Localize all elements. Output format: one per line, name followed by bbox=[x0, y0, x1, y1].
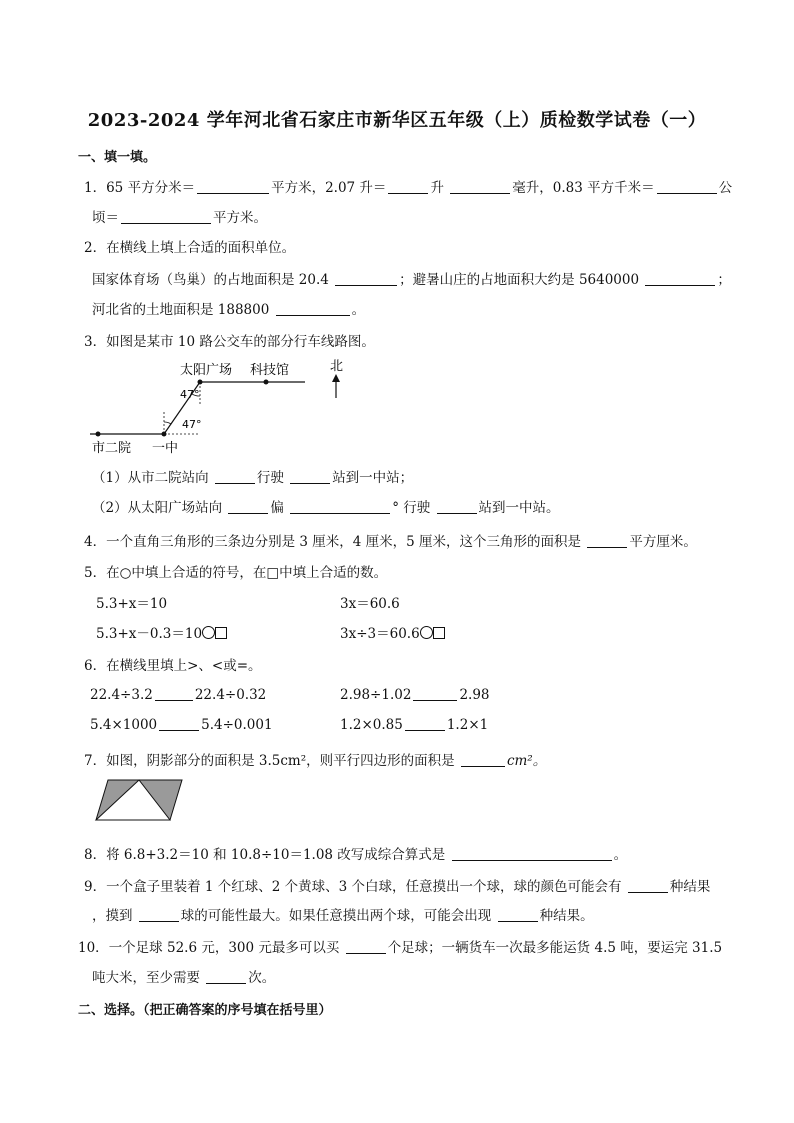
answer-blank[interactable] bbox=[657, 179, 717, 194]
question-7-line bbox=[84, 749, 546, 769]
question-1-line-1 bbox=[84, 176, 732, 196]
q2-text-e: 。 bbox=[351, 302, 366, 318]
question-number: 10． bbox=[78, 940, 109, 956]
question-3-sub-1 bbox=[92, 466, 413, 486]
number-square-blank[interactable] bbox=[433, 627, 445, 639]
q2-text-d: 河北省的土地面积是 188800 bbox=[92, 302, 270, 318]
q6-compare-4 bbox=[340, 716, 488, 733]
q6-2a: 2.98÷1.02 bbox=[340, 687, 412, 703]
question-number: 9． bbox=[84, 879, 107, 895]
q5-eq-2-left-text: 5.3+x－0.3＝10 bbox=[96, 626, 203, 642]
q7-text-a: 如图，阴影部分的面积是 3.5cm²，则平行四边形的面积是 bbox=[106, 753, 455, 769]
answer-blank[interactable] bbox=[450, 179, 510, 194]
answer-blank[interactable] bbox=[197, 179, 269, 194]
q6-compare-1 bbox=[90, 686, 266, 703]
q5-eq-2-right-text: 3x÷3＝60.6 bbox=[340, 626, 420, 642]
q1-text-f: 顷＝ bbox=[92, 210, 119, 226]
answer-blank[interactable] bbox=[159, 716, 199, 731]
answer-blank[interactable] bbox=[437, 499, 477, 514]
q1-text-g: 平方米。 bbox=[213, 210, 267, 226]
answer-blank[interactable] bbox=[335, 271, 397, 286]
q3-sub2-b: 偏 bbox=[270, 500, 284, 516]
q2-text: 在横线上填上合适的面积单位。 bbox=[106, 240, 296, 256]
q3-sub1-c: 站到一中站； bbox=[332, 470, 414, 486]
question-number: 5． bbox=[84, 565, 107, 581]
answer-blank[interactable] bbox=[290, 469, 330, 484]
q1-text-c: 升 bbox=[430, 180, 444, 196]
q5-eq-1-left: 5.3+x＝10 bbox=[96, 596, 168, 612]
answer-blank[interactable] bbox=[121, 209, 211, 224]
q10-text-c: 吨大米，至少需要 bbox=[92, 970, 200, 986]
answer-blank[interactable] bbox=[290, 499, 390, 514]
label-keji: 科技馆 bbox=[250, 363, 290, 378]
q5-eq-2-right bbox=[340, 622, 445, 642]
q10-text-a: 一个足球 52.6 元，300 元最多可以买 bbox=[108, 940, 340, 956]
bus-route-diagram bbox=[90, 352, 360, 460]
question-number: 1． bbox=[84, 180, 107, 196]
answer-blank[interactable] bbox=[498, 907, 538, 922]
answer-blank[interactable] bbox=[139, 907, 179, 922]
north-arrow-head bbox=[332, 374, 340, 382]
question-2-prompt bbox=[84, 236, 295, 256]
q3-sub2-a: （2）从太阳广场站向 bbox=[92, 500, 223, 516]
q2-text-b: ；避暑山庄的占地面积大约是 5640000 bbox=[399, 272, 640, 288]
question-5-prompt bbox=[84, 561, 387, 581]
q4-text-b: 平方厘米。 bbox=[629, 534, 697, 550]
symbol-circle-blank[interactable] bbox=[202, 626, 215, 639]
question-8-line bbox=[84, 843, 627, 863]
q5-text: 在○中填上合适的符号，在□中填上合适的数。 bbox=[106, 565, 388, 581]
answer-blank[interactable] bbox=[645, 271, 715, 286]
question-9-line-1 bbox=[84, 875, 710, 895]
q6-2b: 2.98 bbox=[459, 687, 490, 703]
q10-text-d: 次。 bbox=[248, 970, 276, 986]
question-3-sub-2 bbox=[92, 496, 560, 516]
station-dot-shier bbox=[96, 432, 101, 437]
q1-text-e: 公 bbox=[718, 180, 733, 196]
answer-blank[interactable] bbox=[461, 752, 505, 767]
answer-blank[interactable] bbox=[206, 969, 246, 984]
q9-text-b: 种结果 bbox=[669, 879, 711, 895]
q3-text: 如图是某市 10 路公交车的部分行车线路图。 bbox=[106, 334, 375, 350]
q3-sub1-b: 行驶 bbox=[256, 470, 284, 486]
answer-blank[interactable] bbox=[628, 878, 668, 893]
answer-blank[interactable] bbox=[587, 533, 627, 548]
answer-blank[interactable] bbox=[452, 846, 612, 861]
q1-text-b: 平方米，2.07 升＝ bbox=[271, 180, 387, 196]
answer-blank[interactable] bbox=[215, 469, 255, 484]
question-1-line-2 bbox=[92, 206, 267, 226]
section-heading-fill: 一、填一填。 bbox=[78, 150, 157, 165]
q5-eq-2-left bbox=[96, 622, 227, 642]
q6-4b: 1.2×1 bbox=[446, 717, 489, 733]
q2-text-c: ； bbox=[717, 272, 731, 288]
answer-blank[interactable] bbox=[228, 499, 268, 514]
q3-sub2-d: 行驶 bbox=[403, 500, 431, 516]
question-2-line-1 bbox=[92, 268, 731, 288]
q6-compare-2 bbox=[340, 686, 490, 703]
label-angle-lower: 47° bbox=[182, 418, 202, 431]
question-number: 8． bbox=[84, 847, 107, 863]
q6-1a: 22.4÷3.2 bbox=[90, 687, 153, 703]
label-taiyang: 太阳广场 bbox=[180, 363, 233, 378]
q6-1b: 22.4÷0.32 bbox=[194, 687, 267, 703]
number-square-blank[interactable] bbox=[215, 627, 227, 639]
question-6-prompt bbox=[84, 654, 262, 674]
answer-blank[interactable] bbox=[413, 686, 457, 701]
q5-eq-1-right: 3x＝60.6 bbox=[340, 596, 400, 612]
label-yizhong: 一中 bbox=[152, 441, 179, 456]
question-number: 4． bbox=[84, 534, 107, 550]
section-heading-choice: 二、选择。（把正确答案的序号填在括号里） bbox=[78, 1003, 332, 1018]
answer-blank[interactable] bbox=[388, 179, 428, 194]
question-10-line-2 bbox=[92, 966, 275, 986]
page-title: 2023-2024 学年河北省石家庄市新华区五年级（上）质检数学试卷（一） bbox=[87, 110, 707, 131]
answer-blank[interactable] bbox=[405, 716, 445, 731]
q8-text-a: 将 6.8+3.2＝10 和 10.8÷10＝1.08 改写成综合算式是 bbox=[106, 847, 446, 863]
label-angle-upper: 47° bbox=[180, 388, 200, 401]
q8-text-b: 。 bbox=[613, 847, 628, 863]
question-9-line-2 bbox=[92, 904, 594, 924]
q9-text-a: 一个盒子里装着 1 个红球、2 个黄球、3 个白球，任意摸出一个球，球的颜色可能会有 bbox=[106, 879, 622, 895]
question-number: 7． bbox=[84, 753, 107, 769]
q1-text-d: 毫升，0.83 平方千米＝ bbox=[512, 180, 655, 196]
label-north: 北 bbox=[330, 359, 344, 374]
station-dot-yizhong bbox=[162, 432, 167, 437]
parallelogram-figure bbox=[94, 778, 194, 822]
q6-3b: 5.4÷0.001 bbox=[201, 717, 273, 733]
q1-text-a: 65 平方分米＝ bbox=[106, 180, 196, 196]
q4-text-a: 一个直角三角形的三条边分别是 3 厘米，4 厘米，5 厘米，这个三角形的面积是 bbox=[106, 534, 582, 550]
station-dot-keji bbox=[264, 380, 269, 385]
q6-compare-3 bbox=[90, 716, 273, 733]
question-10-line-1 bbox=[78, 936, 722, 956]
q3-sub1-a: （1）从市二院站向 bbox=[92, 470, 209, 486]
answer-blank[interactable] bbox=[276, 301, 350, 316]
q6-3a: 5.4×1000 bbox=[90, 717, 158, 733]
answer-blank[interactable] bbox=[346, 939, 386, 954]
question-number: 6． bbox=[84, 658, 107, 674]
q6-4a: 1.2×0.85 bbox=[340, 717, 403, 733]
angle-arc-lower bbox=[164, 422, 171, 424]
label-shier: 市二院 bbox=[92, 441, 132, 456]
q9-text-e: 种结果。 bbox=[539, 908, 594, 924]
q2-text-a: 国家体育场（鸟巢）的占地面积是 20.4 bbox=[92, 272, 329, 288]
question-4-line bbox=[84, 530, 697, 550]
q3-sub2-e: 站到一中站。 bbox=[478, 500, 560, 516]
q9-text-d: 球的可能性最大。如果任意摸出两个球，可能会出现 bbox=[180, 908, 492, 924]
q9-text-c: ，摸到 bbox=[92, 908, 133, 924]
answer-blank[interactable] bbox=[155, 686, 193, 701]
question-3-prompt bbox=[84, 330, 375, 350]
question-number: 2． bbox=[84, 240, 107, 256]
question-2-line-2 bbox=[92, 298, 365, 318]
q10-text-b: 个足球；一辆货车一次最多能运货 4.5 吨，要运完 31.5 bbox=[387, 940, 723, 956]
q3-sub2-c: ° bbox=[392, 500, 399, 516]
q6-text: 在横线里填上>、<或=。 bbox=[106, 658, 262, 674]
symbol-circle-blank[interactable] bbox=[420, 626, 433, 639]
question-number: 3． bbox=[84, 334, 107, 350]
q7-text-b: cm²。 bbox=[506, 753, 547, 769]
station-dot-taiyang bbox=[198, 380, 203, 385]
